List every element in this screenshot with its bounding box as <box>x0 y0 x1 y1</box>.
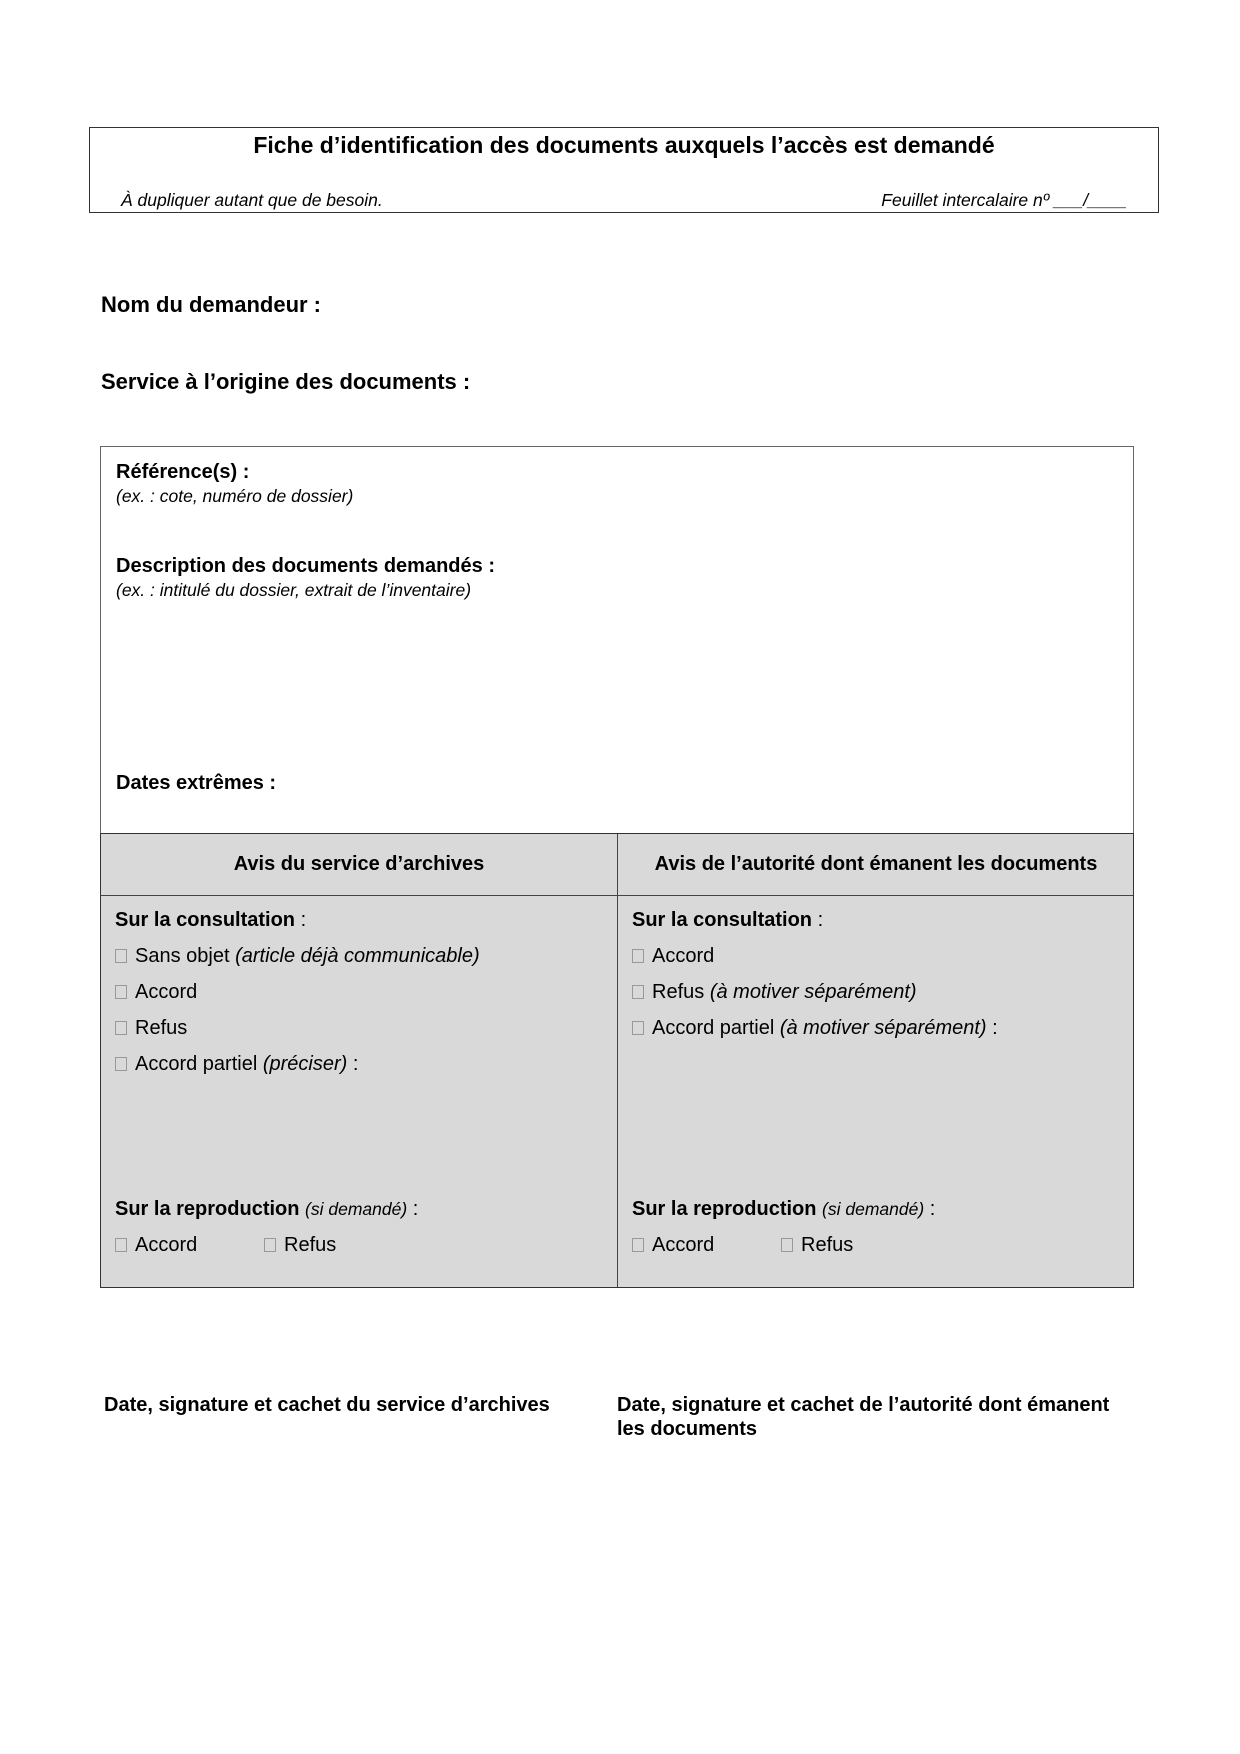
checkbox[interactable] <box>632 1238 644 1252</box>
references-hint: (ex. : cote, numéro de dossier) <box>116 486 354 506</box>
extreme-dates-label: Dates extrêmes : <box>116 772 277 794</box>
authority-opinion-column <box>618 896 1134 1287</box>
option-refus[interactable]: Refus (à motiver séparément) <box>632 981 917 1004</box>
duplicate-note: À dupliquer autant que de besoin. <box>121 190 383 210</box>
checkbox[interactable] <box>632 1021 644 1035</box>
header-box <box>89 127 1159 213</box>
checkbox[interactable] <box>115 985 127 999</box>
reproduction-title: Sur la reproduction (si demandé) : <box>115 1198 419 1220</box>
reproduction-title: Sur la reproduction (si demandé) : <box>632 1198 936 1220</box>
archives-opinion-header: Avis du service d’archives <box>233 853 485 875</box>
checkbox[interactable] <box>115 1057 127 1071</box>
page-title: Fiche d’identification des documents auxquels l’accès est demandé <box>253 132 995 158</box>
reproduction-refus-option[interactable]: Refus <box>781 1234 853 1257</box>
checkbox[interactable] <box>115 1021 127 1035</box>
reproduction-refus-option[interactable]: Refus <box>264 1234 336 1257</box>
checkbox[interactable] <box>632 949 644 963</box>
checkbox[interactable] <box>632 985 644 999</box>
references-label: Référence(s) : <box>116 461 250 483</box>
option-accord[interactable]: Accord <box>632 945 714 968</box>
document-reference-box <box>100 446 1134 834</box>
requester-name-label: Nom du demandeur : <box>101 292 322 317</box>
reproduction-accord-option[interactable]: Accord <box>632 1234 714 1257</box>
consultation-title: Sur la consultation : <box>115 909 307 931</box>
archives-opinion-column <box>101 896 617 1287</box>
checkbox[interactable] <box>264 1238 276 1252</box>
reproduction-accord-option[interactable]: Accord <box>115 1234 197 1257</box>
archives-signature-label: Date, signature et cachet du service d’archives <box>104 1394 550 1416</box>
option-sans-objet[interactable]: Sans objet (article déjà communicable) <box>115 945 480 968</box>
option-refus[interactable]: Refus <box>115 1017 187 1040</box>
checkbox[interactable] <box>115 1238 127 1252</box>
consultation-title: Sur la consultation : <box>632 909 824 931</box>
description-hint: (ex. : intitulé du dossier, extrait de l’inventaire) <box>116 580 472 600</box>
checkbox[interactable] <box>115 949 127 963</box>
option-accord-partiel[interactable]: Accord partiel (à motiver séparément) : <box>632 1017 998 1040</box>
opinion-table <box>100 833 1134 1288</box>
sheet-number-label: Feuillet intercalaire nº ___/____ <box>881 190 1127 210</box>
option-accord-partiel[interactable]: Accord partiel (préciser) : <box>115 1053 358 1076</box>
checkbox[interactable] <box>781 1238 793 1252</box>
description-label: Description des documents demandés : <box>116 555 495 577</box>
option-accord[interactable]: Accord <box>115 981 197 1004</box>
authority-opinion-header: Avis de l’autorité dont émanent les documents <box>654 853 1098 875</box>
origin-service-label: Service à l’origine des documents : <box>101 369 471 394</box>
authority-signature-label: Date, signature et cachet de l’autorité dont émanent les documents <box>617 1394 1110 1440</box>
